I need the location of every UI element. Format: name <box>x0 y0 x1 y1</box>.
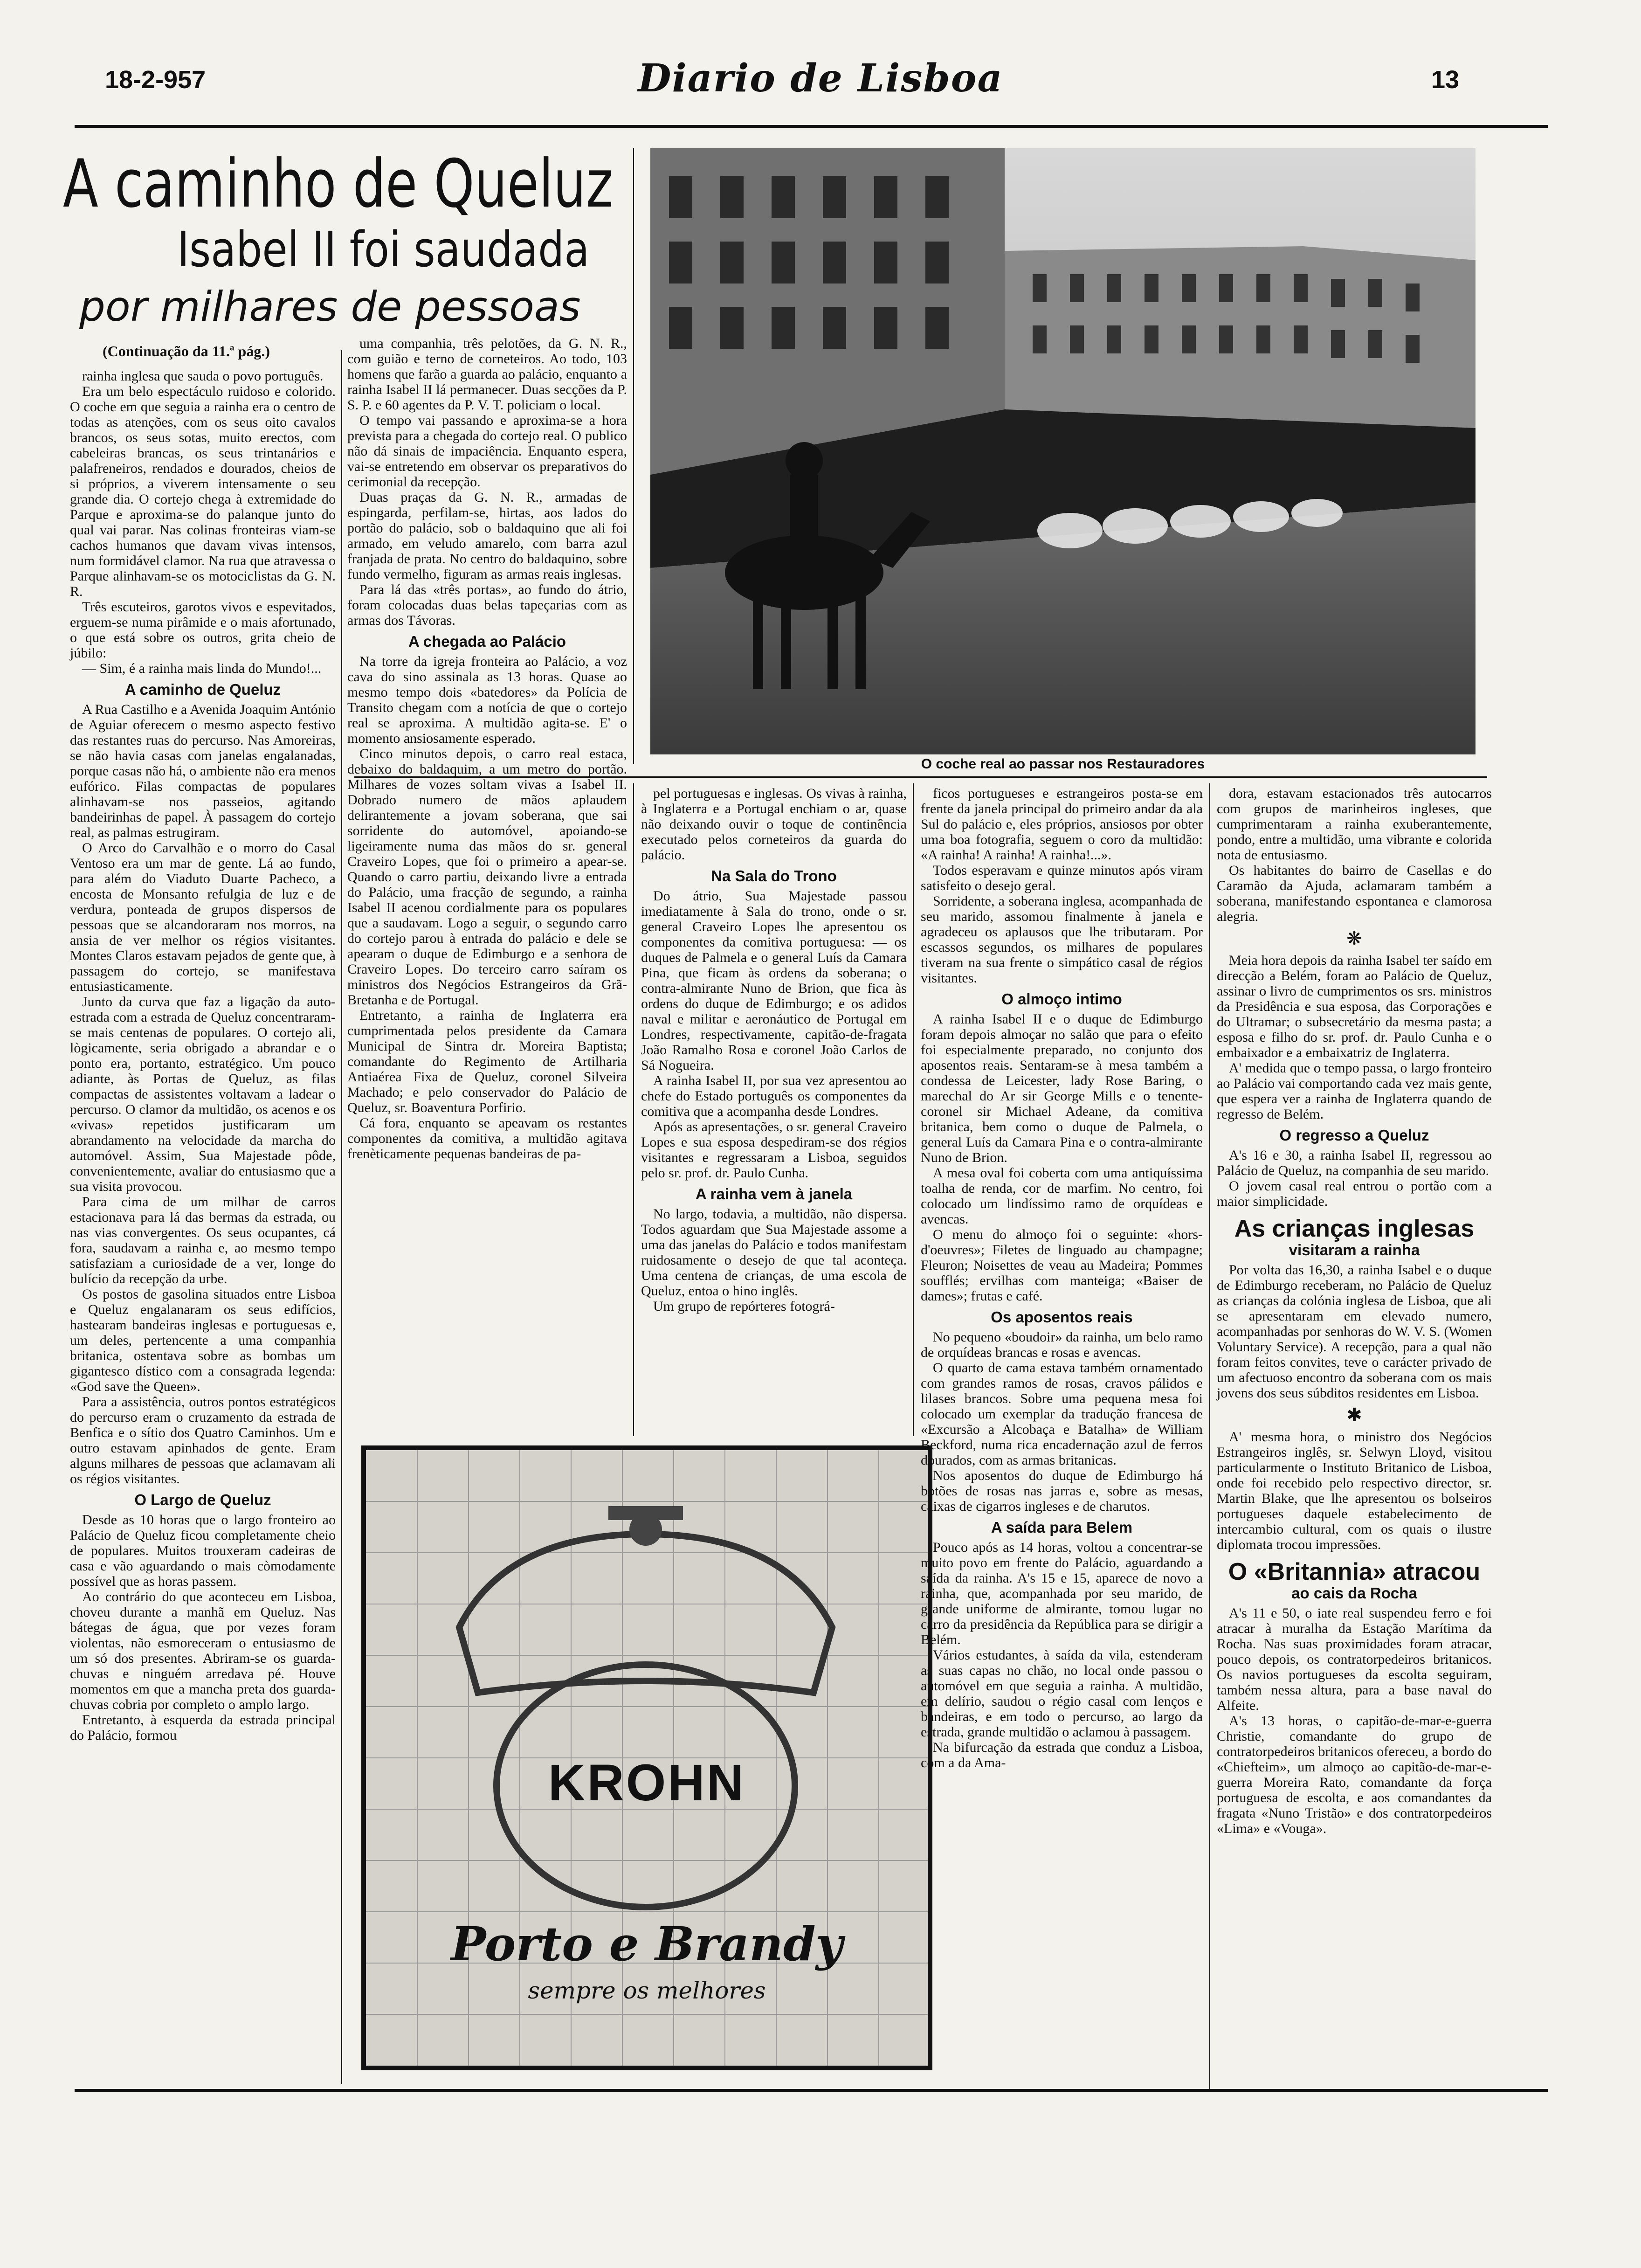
subheading: A chegada ao Palácio <box>408 633 566 650</box>
paragraph: uma companhia, três pelotões, da G. N. R., com guião e terno de corneteiros. Ao todo, 103 homens que farão a guarda ao palácio, enquanto a rainha Isabel II lá permanecer. Duas secções da P. S. P. e 60 agentes da P. V. T. policiam o local. <box>347 336 627 413</box>
subheading: visitaram a rainha <box>1289 1241 1420 1258</box>
column-rule-3 <box>633 783 634 1436</box>
paragraph: Do átrio, Sua Majestade passou imediatamente à Sala do trono, onde o sr. general Craveiro Lopes lhe apresentou os componentes da comitiva portuguesa: — os duques de Palmela e o general Luís da Camara Pina, que ficam às ordens da soberana; o contra-almirante Nuno de Brion, que fica às ordens do duque de Edimburgo; e os adidos naval e militar e aeronáutico de Portugal em Londres, respectivamente, capitão-de-fragata João Ramalho Rosa e coronel João Carlos de Sá Nogueira. <box>641 888 907 1073</box>
paragraph: A mesa oval foi coberta com uma antiquíssima toalha de renda, cor de marfim. No centro, foi colocado um lindíssimo ramo de orquídeas e avencas. <box>921 1165 1203 1227</box>
headline-main: A caminho de Queluz <box>63 145 614 222</box>
subheading: Os aposentos reais <box>991 1308 1133 1326</box>
paragraph: No pequeno «boudoir» da rainha, um belo ramo de orquídeas brancas e rosas e avencas. <box>921 1329 1203 1360</box>
paragraph: Entretanto, a rainha de Inglaterra era cumprimentada pelos presidente da Camara Municipal de Sintra dr. Moreira Baptista; comandante do Regimento de Artilharia Antiaérea Fixa de Queluz, coronel Silveira Machado; e pelo conservador do Palácio de Queluz, sr. Boaventura Porfirio. <box>347 1008 627 1115</box>
paragraph: Um grupo de repórteres fotográ- <box>653 1299 835 1314</box>
paragraph: Na bifurcação da estrada que conduz a Lisboa, com a da Ama- <box>921 1740 1203 1770</box>
subheading: A saída para Belem <box>991 1519 1133 1536</box>
section-separator: ✱ <box>1346 1404 1362 1425</box>
column-rule-2 <box>633 148 634 764</box>
paragraph: Entretanto, à esquerda da estrada principal do Palácio, formou <box>70 1712 336 1743</box>
paragraph: Para cima de um milhar de carros estacionava para lá das bermas da estrada, ou nas vias convergentes. Os seus ocupantes, cá fora, saudavam a rainha e, ao mesmo tempo satisfaziam a curiosidade de a ver, longe do bulício da recepção da urbe. <box>70 1194 336 1286</box>
paragraph: A rainha Isabel II e o duque de Edimburgo foram depois almoçar no salão que para o efeito foi especialmente preparado, no conjunto dos aposentos reais. Sentaram-se à mesa também a condessa de Leicester, lady Rose Baring, o marechal do Ar sir George Mills e o tenente-coronel sir Michael Adeane, da comitiva britanica, bem como o duque de Palmela, o general Luís da Camara Pina e o contra-almirante Nuno de Brion. <box>921 1011 1203 1165</box>
paragraph: Era um belo espectáculo ruidoso e colorido. O coche em que seguia a rainha era o centro de todas as atenções, com os seus oito cavalos brancos, os seus sotas, muito erectos, com cabeleiras brancas, os seus trintanários e palafreneiros, rendados e dourados, cheios de si próprios, a viverem intensamente o seu grande dia. O cortejo chega à extremidade do Parque e aproxima-se do palanque junto do qual vai parar. Nas colinas fronteiras viam-se cachos humanos que davam vivas intensos, num formidável clamor. Na rua que atravessa o Parque alinhavam-se os motociclistas da G. N. R. <box>70 384 336 599</box>
article-column-3 <box>641 786 907 1314</box>
paragraph: — Sim, é a rainha mais linda do Mundo!... <box>82 661 322 676</box>
paragraph: Meia hora depois da rainha Isabel ter saído em direcção a Belém, foram ao Palácio de Queluz, assinar o livro de cumprimentos os srs. ministros da Presidência e sua esposa, das Corporações e do Ultramar; o subsecretário da mesma pasta; a esposa e filho do sr. prof. dr. Paulo Cunha e o embaixador e a embaixatriz de Inglaterra. <box>1217 953 1492 1060</box>
subheading: O almoço intimo <box>1001 990 1122 1008</box>
paragraph: Vários estudantes, à saída da vila, estenderam as suas capas no chão, no local onde passou o automóvel em que seguia a rainha. A multidão, em delírio, saudou o régio casal com lenços e bandeiras, e em todo o percurso, ao largo da estrada, grande multidão o aclamou à passagem. <box>921 1647 1203 1740</box>
section-headline: O «Britannia» atracou <box>1228 1558 1481 1585</box>
paragraph: O jovem casal real entrou o portão com a maior simplicidade. <box>1217 1178 1492 1209</box>
paragraph: No largo, todavia, a multidão, não dispersa. Todos aguardam que Sua Majestade assome a uma das janelas do Palácio e todos manifestam ruidosamente o desejo de que tal aconteça. Uma centena de crianças, de uma escola de Queluz, entoa o hino inglês. <box>641 1206 907 1299</box>
paragraph: Por volta das 16,30, a rainha Isabel e o duque de Edimburgo receberam, no Palácio de Queluz as crianças da colónia inglesa de Lisboa, que ali se apresentaram em elevado numero, acompanhadas por senhoras do W. V. S. (Women Voluntary Service). A recepção, para a qual não foram feitos convites, teve o carácter privado de um afectuoso encontro da soberana com os mais jovens dos seus súbditos residentes em Lisboa. <box>1217 1262 1492 1401</box>
ad-product: Porto e Brandy <box>451 1916 843 1971</box>
section-separator: ❋ <box>1346 928 1362 949</box>
masthead-rule <box>75 125 1548 128</box>
paragraph: Cá fora, enquanto se apeavam os restantes componentes da comitiva, a multidão agitava frenèticamente pequenas bandeiras de pa- <box>347 1115 627 1162</box>
subheading: ao cais da Rocha <box>1291 1584 1417 1602</box>
newspaper-name: Diario de Lisboa <box>638 56 1003 101</box>
subheading: O regresso a Queluz <box>1279 1127 1429 1144</box>
subheading: A rainha vem à janela <box>695 1185 853 1203</box>
section-headline: As crianças inglesas <box>1234 1215 1475 1242</box>
ad-tagline: sempre os melhores <box>528 1977 766 2004</box>
paragraph: Para a assistência, outros pontos estratégicos do percurso eram o cruzamento da estrada de Benfica e o sítio dos Quatro Caminhos. Um e outro estavam apinhados de gente. Eram alguns milhares de pessoas que aclamavam ali os régios visitantes. <box>70 1394 336 1487</box>
issue-date: 18-2-957 <box>105 66 206 94</box>
paragraph: Após as apresentações, o sr. general Craveiro Lopes e sua esposa despediram-se dos régios visitantes e regressaram a Lisboa, seguidos pelo sr. prof. dr. Paulo Cunha. <box>641 1119 907 1181</box>
procession-photo <box>650 148 1476 754</box>
article-column-5 <box>1217 786 1492 1836</box>
headline-third: por milhares de pessoas <box>79 283 581 331</box>
article-column-2 <box>347 336 627 1162</box>
paragraph: O tempo vai passando e aproxima-se a hora prevista para a chegada do cortejo real. O publico não dá sinais de impaciência. Enquanto espera, vai-se entretendo em observar os preparativos do cerimonial da recepção. <box>347 413 627 490</box>
ad-brand: KROHN <box>548 1754 746 1812</box>
paragraph: dora, estavam estacionados três autocarros com grupos de marinheiros ingleses, que cumprimentaram a rainha exuberantemente, pondo, entre a multidão, uma vibrante e colorida nota de entusiasmo. <box>1217 786 1492 863</box>
paragraph: Três escuteiros, garotos vivos e espevitados, erguem-se numa pirâmide e o mais afortunado, o que está sobre os outros, grita cheio de júbilo: <box>70 599 336 661</box>
paragraph: Duas praças da G. N. R., armadas de espingarda, perfilam-se, hirtas, aos lados do portão do palácio, sob o baldaquino que ali foi armado, em veludo amarelo, com barra azul franjada de prata. No centro do baldaquino, sobre fundo vermelho, figuram as armas reais inglesas. <box>347 490 627 582</box>
paragraph: Os postos de gasolina situados entre Lisboa e Queluz engalanaram os seus edifícios, hastearam bandeiras inglesas e portuguesas e, um deles, pertencente a uma companhia britanica, ostentava sobre as bombas um gigantesco dístico com a consagrada legenda: «God save the Queen». <box>70 1286 336 1394</box>
column-rule-1 <box>341 350 342 2084</box>
paragraph: A's 13 horas, o capitão-de-mar-e-guerra Christie, comandante do grupo de contratorpedeiros britanicos ofereceu, a bordo do «Chiefteim», um almoço ao capitão-de-mar-e-guerra Moreira Rato, comandante da força portuguesa de escolta, e aos comandantes da fragata «Nuno Tristão» e dos contratorpedeiros «Lima» e «Vouga». <box>1217 1713 1492 1836</box>
paragraph: Os habitantes do bairro de Casellas e do Caramão da Ajuda, aclamaram também a soberana, manifestando espontanea e clamorosa alegria. <box>1217 863 1492 924</box>
paragraph: A Rua Castilho e a Avenida Joaquim António de Aguiar oferecem o mesmo aspecto festivo das restantes ruas do percurso. Nas Amoreiras, se não havia casas com janelas engalanadas, porque casas não há, o ambiente não era menos eufórico. Filas compactas de populares alinhavam-se nos passeios, agitando bandeirinhas de papel. À passagem do cortejo real, as palmas estrugiram. <box>70 702 336 840</box>
paragraph: Pouco após as 14 horas, voltou a concentrar-se muito povo em frente do Palácio, aguardando a saída da rainha. A's 15 e 15, aparece de novo a rainha, que, acompanhada por seu marido, de grande uniforme de almirante, tomou lugar no carro da presidência da República para se dirigir a Belém. <box>921 1540 1203 1647</box>
paragraph: A rainha Isabel II, por sua vez apresentou ao chefe do Estado português os componentes da comitiva que a acompanha desde Londres. <box>641 1073 907 1119</box>
paragraph: pel portuguesas e inglesas. Os vivas à rainha, à Inglaterra e a Portugal enchiam o ar, quase não deixando ouvir o toque de continência executado pelos corneteiros da guarda do palácio. <box>641 786 907 863</box>
paragraph: O menu do almoço foi o seguinte: «hors-d'oeuvres»; Filetes de linguado au champagne; Fleuron; Noisettes de veau au Madeira; Pommes soufflés; ervilhas com manteiga; «Baiser de dames»; frutas e café. <box>921 1227 1203 1304</box>
page-number: 13 <box>1431 66 1460 94</box>
footer-rule <box>75 2089 1548 2092</box>
continuation-note: (Continuação da 11.ª pág.) <box>103 343 270 360</box>
article-column-4 <box>921 786 1203 1770</box>
paragraph: O Arco do Carvalhão e o morro do Casal Ventoso era um mar de gente. Lá ao fundo, para além do Viaduto Duarte Pacheco, a encosta de Monsanto refulgia de luz e de verdura, ponteada de grupos dispersos de pessoas que se alcandoraram nos morros, na ansia de ver melhor os régios visitantes. Montes Claros estavam pejados de gente que, à passagem do cortejo, se manifestava entusiasticamente. <box>70 840 336 994</box>
paragraph: rainha inglesa que sauda o povo português. <box>82 368 324 384</box>
masthead <box>0 56 1641 112</box>
column-rule-4 <box>913 783 914 1436</box>
photo-caption: O coche real ao passar nos Restauradores <box>921 756 1205 772</box>
column-rule-5 <box>1209 783 1210 2089</box>
paragraph: A' mesma hora, o ministro dos Negócios Estrangeiros inglês, sr. Selwyn Lloyd, visitou particularmente o Instituto Britanico de Lisboa, onde foi recebido pelo respectivo director, sr. Martin Blake, que lhe apresentou os bolseiros portugueses daquele estabelecimento de intercambio cultural, com os quais o ilustre diplomata trocou impressões. <box>1217 1429 1492 1552</box>
headline-second: Isabel II foi saudada <box>177 221 590 278</box>
paragraph: Para lá das «três portas», ao fundo do átrio, foram colocadas duas belas tapeçarias com as armas dos Távoras. <box>347 582 627 628</box>
paragraph: Sorridente, a soberana inglesa, acompanhada de seu marido, assomou finalmente à janela e agradeceu os aplausos que lhe tributaram. Por escassos segundos, os milhares de populares tiveram na sua frente o simpático casal de régios visitantes. <box>921 893 1203 986</box>
paragraph: Cinco minutos depois, o carro real estaca, debaixo do baldaquim, a um metro do portão. Milhares de vozes soltam vivas a Isabel II. Dobrado numero de mãos aplaudem delirantemente a jovam soberana, que sai sorridente do automóvel, apoiando-se ligeiramente numa das mãos do sr. general Craveiro Lopes, que foi o primeiro a apear-se. Quando o carro partiu, deixando livre a entrada do Palácio, uma fracção de segundo, a rainha Isabel II acenou cordialmente para os populares que a saudavam. Logo a seguir, o segundo carro do cortejo parou à entrada do palácio e dele se apearam o duque de Edimburgo e a senhora de Craveiro Lopes. Do terceiro carro saíram os ministros dos Negócios Estrangeiros da Grã-Bretanha e de Portugal. <box>347 746 627 1008</box>
paragraph: Todos esperavam e quinze minutos após viram satisfeito o desejo geral. <box>921 863 1203 893</box>
paragraph: Na torre da igreja fronteira ao Palácio, a voz cava do sino assinala as 13 horas. Quase ao mesmo tempo dois «batedores» da Polícia de Transito chegam com a notícia de que o cortejo real se aproxima. A multidão agita-se. E' o momento ansiosamente esperado. <box>347 654 627 746</box>
paragraph: Junto da curva que faz a ligação da auto-estrada com a estrada de Queluz concentraram-se mais centenas de populares. O cortejo ali, lògicamente, seria obrigado a abrandar e o ponto era, portanto, estratégico. Um pouco adiante, às Portas de Queluz, as filas compactas de assistentes voltavam a ladear o percurso. O clamor da multidão, os acenos e os «vivas» repetidos justificaram um abrandamento na velocidade da marcha do automóvel. Assim, Sua Majestade pôde, convenientemente, avaliar do entusiasmo que a sua visita provocou. <box>70 994 336 1194</box>
paragraph: A' medida que o tempo passa, o largo fronteiro ao Palácio vai comportando cada vez mais gente, que espera ver a rainha de Inglaterra quando de regresso de Belém. <box>1217 1060 1492 1122</box>
paragraph: Nos aposentos do duque de Edimburgo há botões de rosas nas jarras e, sobre as mesas, caixas de cigarros ingleses e de charutos. <box>921 1468 1203 1514</box>
paragraph: A's 16 e 30, a rainha Isabel II, regressou ao Palácio de Queluz, na companhia de seu marido. <box>1217 1148 1492 1178</box>
paragraph: O quarto de cama estava também ornamentado com grandes ramos de rosas, cravos pálidos e lilases brancos. Sobre uma pequena mesa foi colocado um exemplar da tradução francesa de «Excursão a Alcobaça e Batalha» de William Beckford, numa rica encadernação azul de ferros dourados, com as armas britanicas. <box>921 1360 1203 1468</box>
paragraph: Ao contrário do que aconteceu em Lisboa, choveu durante a manhã em Queluz. Nas bátegas de água, que por vezes foram violentas, não esmoreceram o entusiasmo de um só dos presentes. Abriram-se os guarda-chuvas e ninguém arredava pé. Houve momentos em que a mancha preta dos guarda-chuvas cobria por completo o amplo largo. <box>70 1589 336 1712</box>
paragraph: Desde as 10 horas que o largo fronteiro ao Palácio de Queluz ficou completamente cheio de populares. Muitos trouxeram cadeiras de casa e vão aguardando o mais còmodamente possível que as horas passem. <box>70 1512 336 1589</box>
procession-photo-drawing <box>650 148 1476 754</box>
krohn-advertisement <box>361 1445 932 2070</box>
subheading: Na Sala do Trono <box>711 867 837 885</box>
article-column-1 <box>70 368 336 1743</box>
subheading: O Largo de Queluz <box>134 1491 271 1508</box>
paragraph: A's 11 e 50, o iate real suspendeu ferro e foi atracar à muralha da Estação Marítima da Rocha. Nas suas proximidades foram atracar, pouco depois, os contratorpedeiros britanicos. Os navios portugueses da escolta seguiram, também nessa altura, para a base naval do Alfeite. <box>1217 1605 1492 1713</box>
paragraph: ficos portugueses e estrangeiros posta-se em frente da janela principal do primeiro andar da ala Sul do palácio e, eles próprios, ansiosos por obter uma boa fotografia, seguem o coro da multidão: «A rainha! A rainha! A rainha!...». <box>921 786 1203 863</box>
subheading: A caminho de Queluz <box>124 681 281 698</box>
